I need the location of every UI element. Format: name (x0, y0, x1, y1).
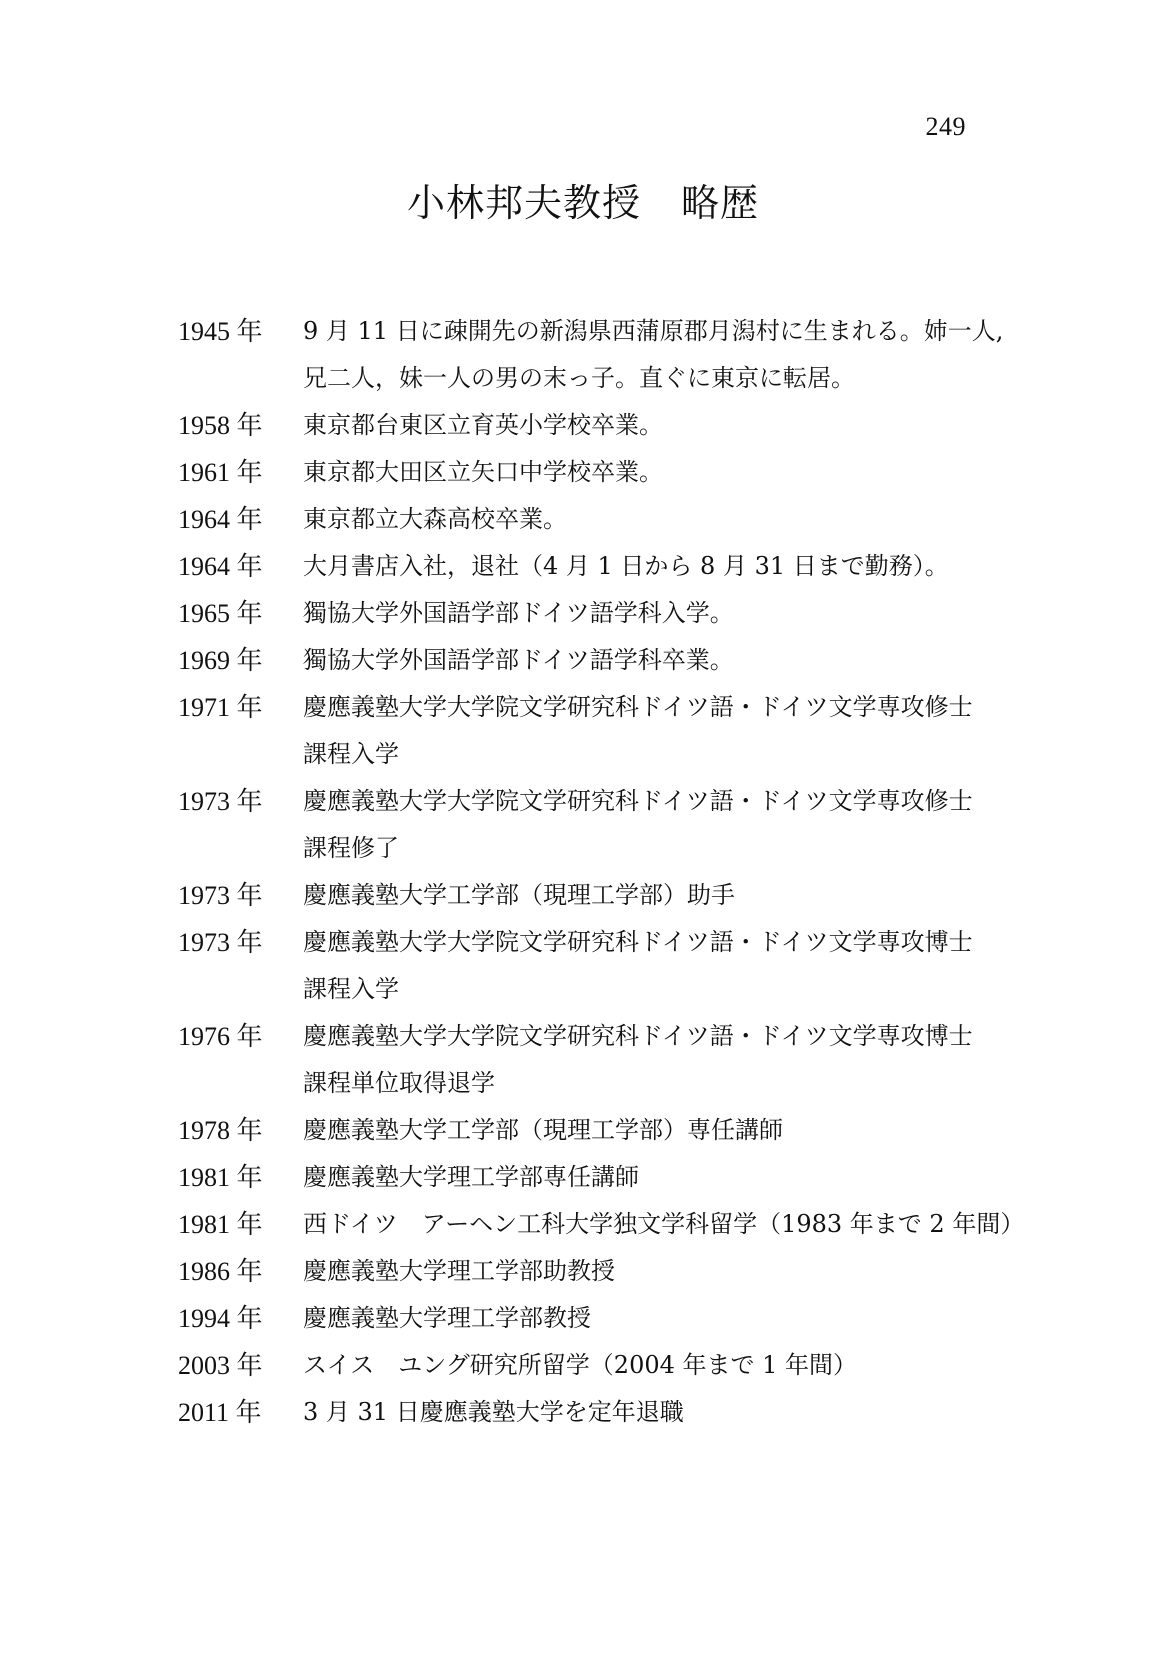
history-event (303, 402, 1038, 449)
history-event-line: 課程入学 (303, 975, 399, 1003)
history-entry (178, 543, 1038, 590)
page-number: 249 (925, 112, 966, 141)
history-event-line: 慶應義塾大学工学部（現理工学部）助手 (303, 881, 735, 909)
history-year: 1945 年 (178, 317, 263, 346)
title-heading: 略歴 (681, 181, 760, 225)
history-event-line: 東京都立大森高校卒業。 (303, 505, 567, 533)
history-event (303, 449, 1038, 496)
history-event-line: 慶應義塾大学理工学部助教授 (303, 1257, 615, 1285)
history-entry (178, 1154, 1038, 1201)
history-entry (178, 684, 1038, 778)
history-event (303, 1248, 1038, 1295)
history-entry (178, 590, 1038, 637)
history-event (303, 1013, 1038, 1107)
history-year: 1961 年 (178, 458, 263, 487)
history-year: 1964 年 (178, 552, 263, 581)
history-event (303, 1342, 1038, 1389)
history-entry (178, 496, 1038, 543)
history-entry (178, 778, 1038, 872)
history-year: 2011 年 (178, 1398, 262, 1427)
history-year: 2003 年 (178, 1351, 263, 1380)
history-year: 1994 年 (178, 1304, 263, 1333)
title-name: 小林邦夫教授 (406, 181, 641, 225)
history-event-line: 課程入学 (303, 740, 399, 768)
history-event-line: 慶應義塾大学大学院文学研究科ドイツ語・ドイツ文学専攻修士 (303, 693, 973, 721)
history-event (303, 1295, 1038, 1342)
history-event-line: 獨協大学外国語学部ドイツ語学科卒業。 (303, 646, 734, 674)
history-list (178, 308, 1038, 1436)
history-event (303, 684, 1038, 778)
history-entry (178, 1389, 1038, 1436)
history-event-line: 東京都大田区立矢口中学校卒業。 (303, 458, 663, 486)
history-event (303, 590, 1038, 637)
history-entry (178, 872, 1038, 919)
history-event-line: 3 月 31 日慶應義塾大学を定年退職 (303, 1398, 684, 1426)
history-event (303, 1107, 1038, 1154)
history-year: 1981 年 (178, 1210, 263, 1239)
history-event-line: 慶應義塾大学理工学部教授 (303, 1304, 591, 1332)
history-entry (178, 449, 1038, 496)
history-entry (178, 1342, 1038, 1389)
page-title (0, 172, 1166, 227)
history-event-line: スイス ユング研究所留学（2004 年まで 1 年間） (303, 1351, 858, 1379)
history-event (303, 637, 1038, 684)
history-event (303, 919, 1038, 1013)
history-year: 1973 年 (178, 787, 263, 816)
history-event (303, 778, 1038, 872)
history-year: 1964 年 (178, 505, 263, 534)
history-event-line: 慶應義塾大学工学部（現理工学部）専任講師 (303, 1116, 783, 1144)
history-event (303, 308, 1038, 402)
history-event-line: 慶應義塾大学大学院文学研究科ドイツ語・ドイツ文学専攻修士 (303, 787, 973, 815)
history-year: 1978 年 (178, 1116, 263, 1145)
history-year: 1958 年 (178, 411, 263, 440)
history-event-line: 獨協大学外国語学部ドイツ語学科入学。 (303, 599, 734, 627)
history-year: 1973 年 (178, 928, 263, 957)
history-entry (178, 919, 1038, 1013)
history-entry (178, 308, 1038, 402)
history-entry (178, 1013, 1038, 1107)
history-year: 1971 年 (178, 693, 263, 722)
history-year: 1981 年 (178, 1163, 263, 1192)
history-event-line: 慶應義塾大学大学院文学研究科ドイツ語・ドイツ文学専攻博士 (303, 1022, 973, 1050)
history-event (303, 1154, 1038, 1201)
history-event (303, 543, 1038, 590)
history-entry (178, 1201, 1038, 1248)
history-year: 1986 年 (178, 1257, 263, 1286)
history-entry (178, 402, 1038, 449)
history-event-line: 兄二人，妹一人の男の末っ子。直ぐに東京に転居。 (303, 364, 855, 392)
history-event (303, 496, 1038, 543)
history-event (303, 1201, 1038, 1248)
history-event-line: 9 月 11 日に疎開先の新潟県西蒲原郡月潟村に生まれる。姉一人, (303, 317, 1004, 345)
history-year: 1973 年 (178, 881, 263, 910)
history-event-line: 慶應義塾大学大学院文学研究科ドイツ語・ドイツ文学専攻博士 (303, 928, 973, 956)
history-event-line: 課程単位取得退学 (303, 1069, 495, 1097)
history-year: 1965 年 (178, 599, 263, 628)
history-event-line: 課程修了 (303, 834, 399, 862)
history-event (303, 872, 1038, 919)
history-event-line: 大月書店入社，退社（4 月 1 日から 8 月 31 日まで勤務）。 (303, 552, 949, 580)
history-event-line: 西ドイツ アーヘン工科大学独文学科留学（1983 年まで 2 年間） (303, 1210, 1025, 1238)
history-year: 1969 年 (178, 646, 263, 675)
history-entry (178, 1107, 1038, 1154)
history-event (303, 1389, 1038, 1436)
history-event-line: 東京都台東区立育英小学校卒業。 (303, 411, 663, 439)
history-event-line: 慶應義塾大学理工学部専任講師 (303, 1163, 639, 1191)
history-entry (178, 1248, 1038, 1295)
history-year: 1976 年 (178, 1022, 263, 1051)
history-entry (178, 1295, 1038, 1342)
history-entry (178, 637, 1038, 684)
